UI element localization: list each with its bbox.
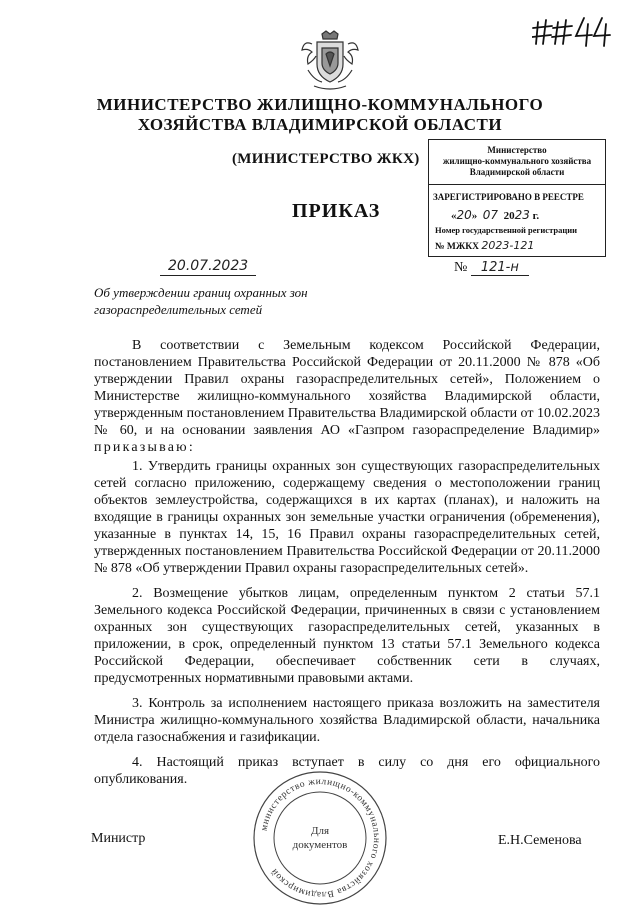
coat-of-arms-emblem	[300, 30, 360, 92]
handwritten-mark-icon	[532, 14, 614, 48]
seal-ring-text: министерство жилищно-коммунального хозяйства Владимирской	[259, 776, 382, 900]
document-type-title: ПРИКАЗ	[292, 200, 381, 222]
order-item-3: 3. Контроль за исполнением настоящего приказа возложить на заместителя Министра жилищно-коммунального хозяйства Владимирской области, начальника отдела газоснабжения и газификации.	[94, 696, 600, 745]
order-body	[94, 337, 600, 796]
stamp-divider	[429, 184, 605, 185]
stamp-org-line3: Владимирской области	[469, 167, 565, 177]
order-date: 20.07.2023	[160, 258, 256, 276]
seal-center-line1: Для	[310, 825, 330, 837]
order-number-label: №	[454, 260, 468, 275]
signer-title: Министр	[91, 831, 146, 846]
stamp-org-line1: Министерство	[487, 145, 547, 155]
round-seal	[250, 768, 390, 908]
stamp-date-year-unit: г.	[532, 210, 540, 222]
svg-text:министерство жилищно-коммуналь	[259, 777, 381, 899]
stamp-date-close-quote: »	[471, 210, 478, 222]
stamp-date-year-prefix: 20	[503, 210, 515, 222]
order-decree-word: приказываю:	[94, 440, 195, 455]
stamp-date-open-quote: «	[451, 210, 457, 222]
order-item-1: 1. Утвердить границы охранных зон существующих газораспределительных сетей согласно приложению, содержащему сведения о местоположении границ объектов землеустройства, содержащихся в их картах (планах), и наложить на входящие в границы охранных зон земельные участки ограничения (обременения), указанные в пунктах 14, 15, 16 Правил охраны газораспределительных сетей, утвержденных постановлением Правительства Российской Федерации от 20.11.2000 № 878 «Об утверждении Правил охраны газораспределительных сетей».	[94, 459, 600, 576]
order-item-4: 4. Настоящий приказ вступает в силу со дня его официального опубликования.	[94, 755, 600, 787]
order-subject-line2: газораспределительных сетей	[94, 302, 263, 317]
stamp-organization	[429, 140, 605, 184]
order-number	[454, 260, 529, 276]
order-preamble-text: В соответствии с Земельным кодексом Российской Федерации, постановлением Правительства Российской Федерации от 20.11.2000 № 878 «Об утверждении Правил охраны газораспределительных сетей», Положением о Министерстве жилищно-коммунального хозяйства Владимирской области, утвержденным постановлением Правительства Владимирской области от 10.02.2023 № 60, и на основании заявления АО «Газпром газораспределение Владимир»	[94, 338, 600, 438]
stamp-reg-number-value: 2023-121	[481, 239, 535, 252]
stamp-date-day: 20	[456, 208, 472, 222]
coat-of-arms-icon	[300, 30, 360, 92]
stamp-org-line2: жилищно-коммунального хозяйства	[442, 156, 592, 166]
round-seal-icon	[250, 768, 390, 908]
ministry-short-name: (МИНИСТЕРСТВО ЖКХ)	[232, 151, 420, 167]
stamp-date-month: 07	[482, 208, 499, 222]
seal-center-line2: документов	[292, 839, 348, 851]
ministry-name-line2: ХОЗЯЙСТВА ВЛАДИМИРСКОЙ ОБЛАСТИ	[137, 115, 503, 134]
order-subject	[94, 284, 354, 318]
order-item-2: 2. Возмещение убытков лицам, определенным пунктом 2 статьи 57.1 Земельного кодекса Российской Федерации, причиненных в связи с установлением охранных зон существующих газораспределительных сетей, указанных в приложении, в срок, определенный пунктом 13 статьи 57.1 Земельного кодекса Российской Федерации, обеспечивает собственник сети в случаях, предусмотренных нормативными правовыми актами.	[94, 586, 600, 686]
order-number-value: 121-н	[471, 260, 529, 276]
handwritten-mark	[532, 14, 614, 48]
ministry-name-line1: МИНИСТЕРСТВО ЖИЛИЩНО-КОММУНАЛЬНОГО	[96, 95, 544, 114]
stamp-reg-number-prefix: № МЖКХ	[435, 242, 480, 252]
ministry-header	[60, 95, 580, 135]
stamp-reg-number-label: Номер государственной регистрации	[435, 225, 578, 235]
registration-stamp	[428, 139, 606, 257]
stamp-date-year-suffix: 23	[514, 208, 530, 222]
order-preamble	[94, 337, 600, 456]
stamp-registered-label: ЗАРЕГИСТРИРОВАНО В РЕЕСТРЕ	[433, 192, 584, 202]
stamp-reg-number	[435, 239, 534, 252]
order-subject-line1: Об утверждении границ охранных зон	[94, 285, 308, 300]
signer-name: Е.Н.Семенова	[498, 833, 582, 848]
stamp-date	[451, 208, 539, 222]
